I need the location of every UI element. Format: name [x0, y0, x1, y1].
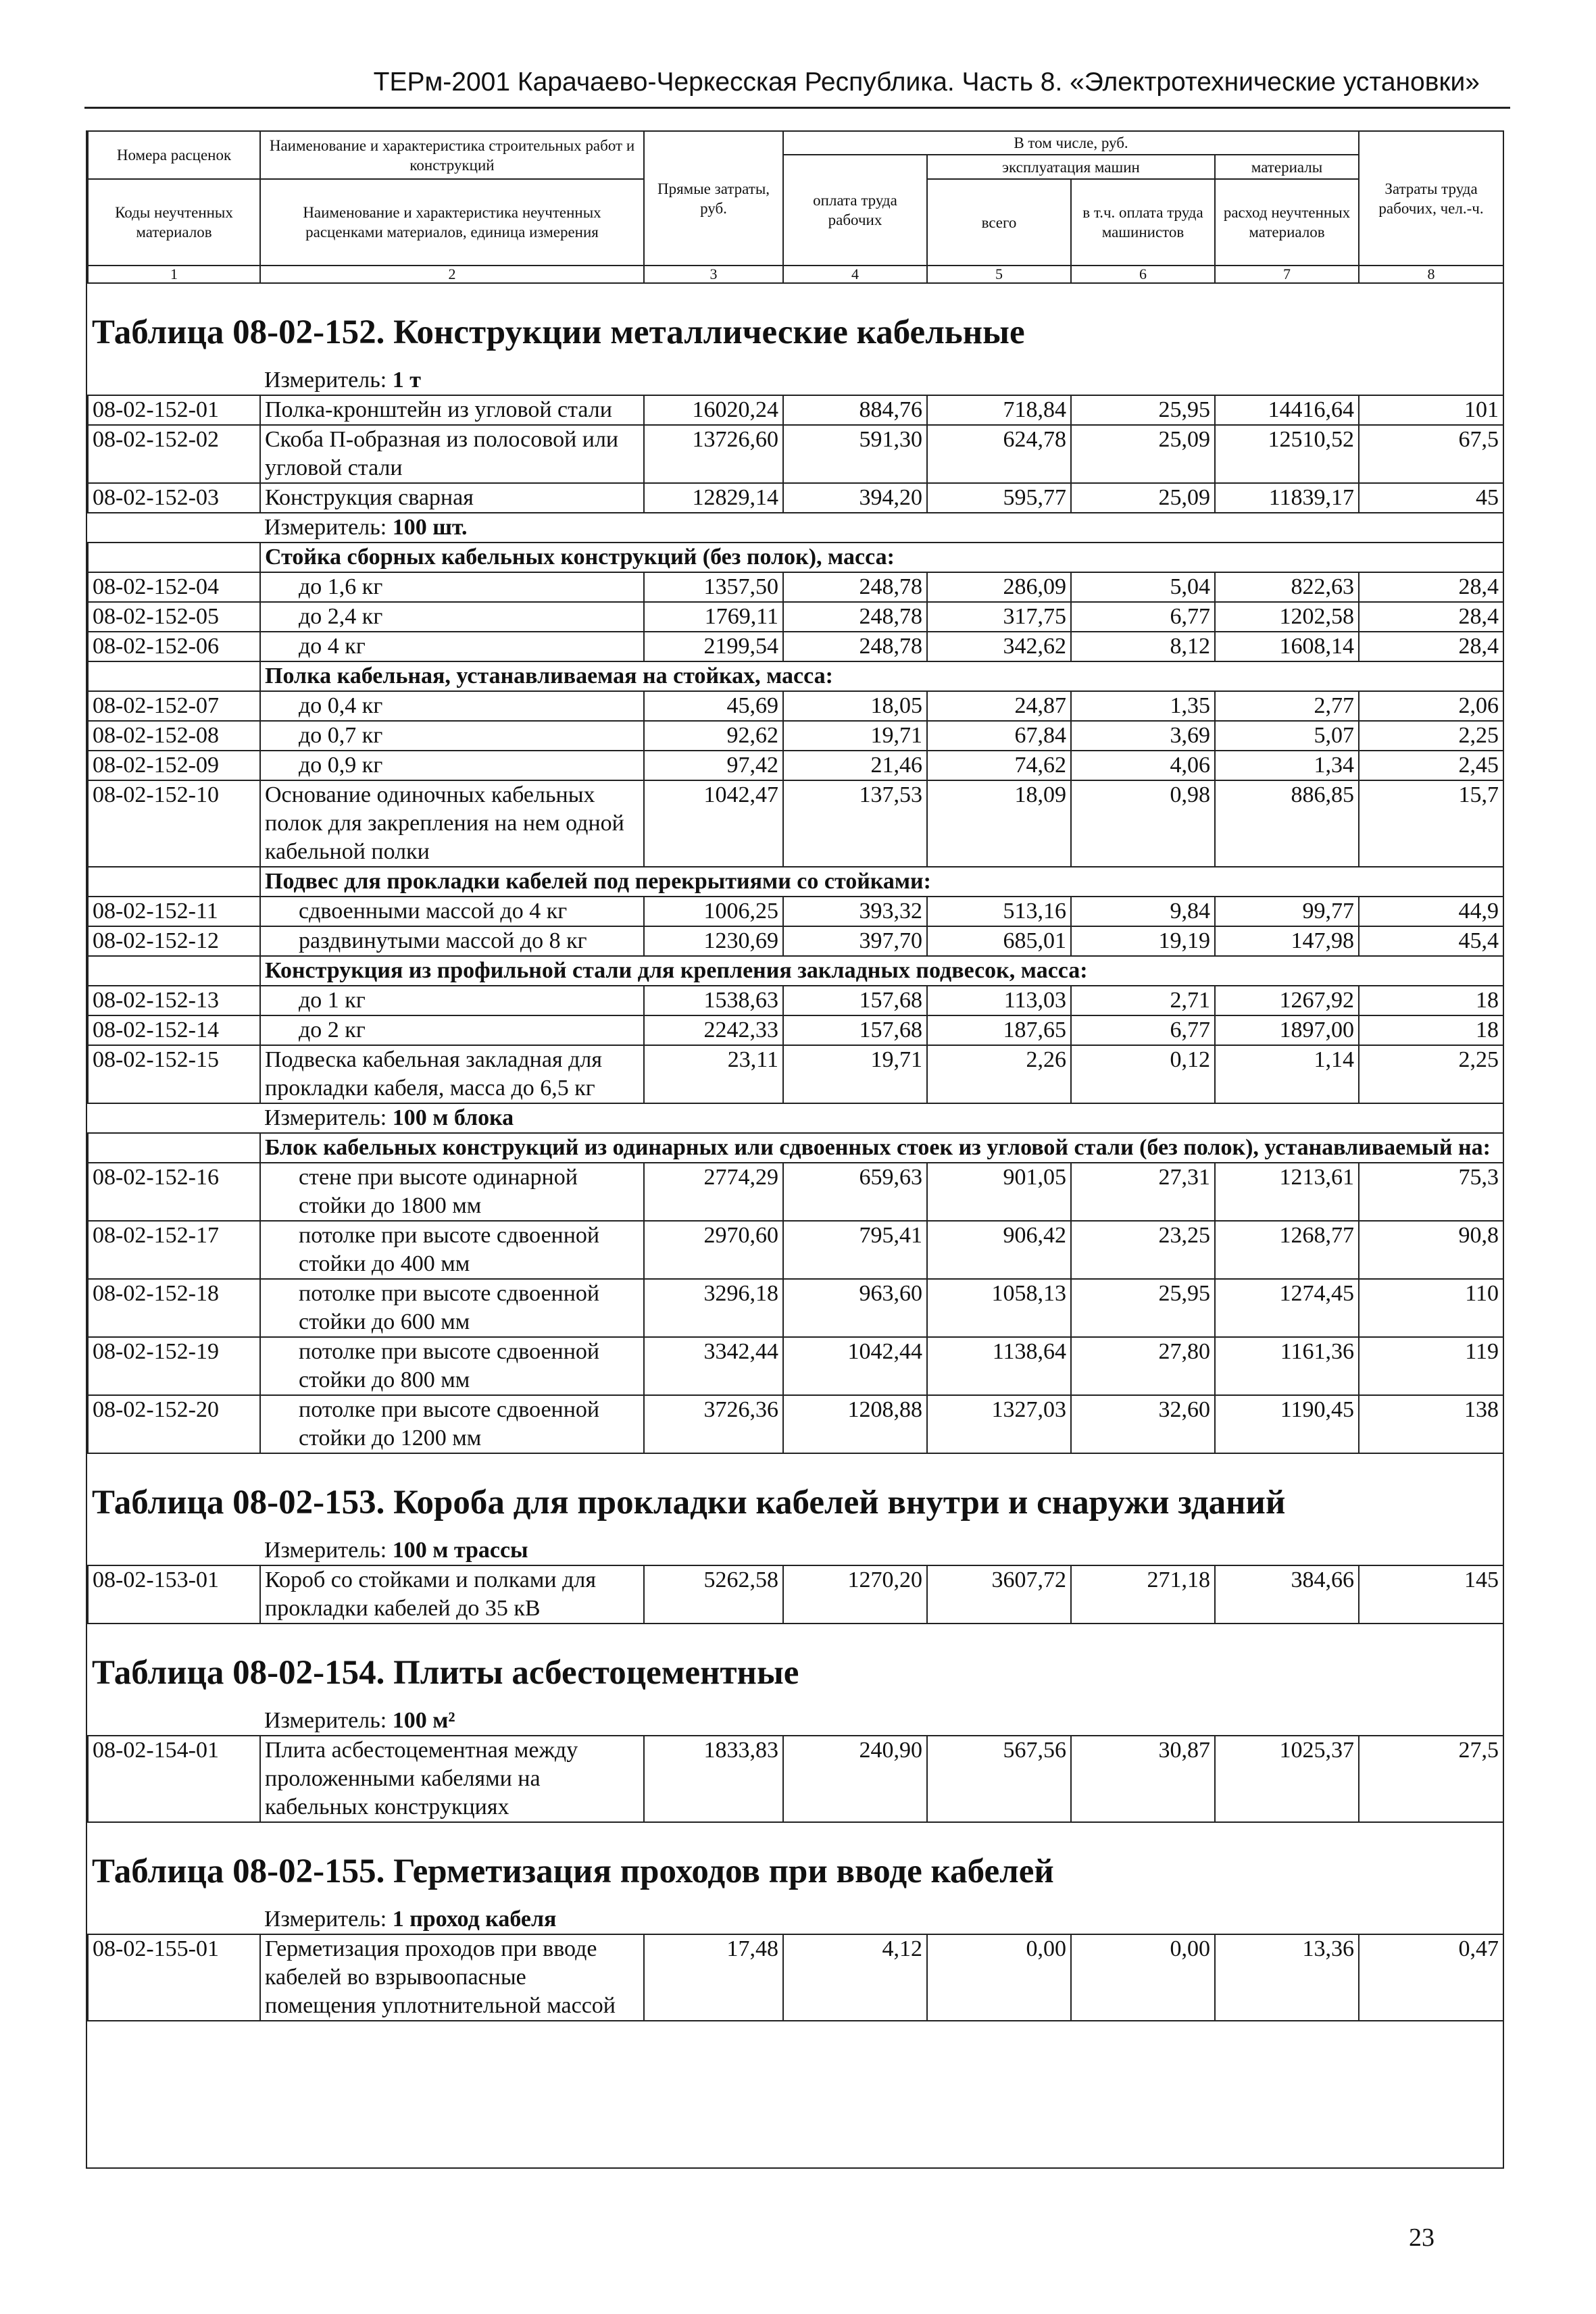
- column-number: 6: [1071, 266, 1215, 283]
- labor-costs: 28,4: [1359, 572, 1503, 602]
- group-heading-row: [88, 867, 1503, 897]
- work-name: до 0,7 кг: [260, 721, 644, 751]
- material-consumption: 13,36: [1215, 1934, 1359, 2021]
- group-heading-row: [88, 543, 1503, 572]
- machinist-pay: 23,25: [1071, 1221, 1215, 1279]
- machine-total: 0,00: [927, 1934, 1071, 2021]
- rate-code: 08-02-152-16: [88, 1163, 260, 1221]
- work-name: стене при высоте одинарной стойки до 1800 мм: [260, 1163, 644, 1221]
- measure-spacer: [88, 1905, 260, 1934]
- work-name: до 2 кг: [260, 1015, 644, 1045]
- table-section-title: Таблица 08-02-155. Герметизация проходов при вводе кабелей: [92, 1853, 1054, 1890]
- table-row: [88, 1163, 1503, 1221]
- worker-pay: 1270,20: [783, 1565, 927, 1624]
- material-consumption: 1274,45: [1215, 1279, 1359, 1337]
- header-divider: [84, 107, 1510, 109]
- table-section-title: Таблица 08-02-152. Конструкции металлические кабельные: [92, 313, 1025, 351]
- measure-label: Измеритель:: [264, 1907, 393, 1932]
- header-worker-pay: оплата труда рабочих: [783, 155, 927, 266]
- work-name: Полка-кронштейн из угловой стали: [260, 395, 644, 425]
- machinist-pay: 32,60: [1071, 1395, 1215, 1453]
- rate-code: 08-02-153-01: [88, 1565, 260, 1624]
- work-name: до 0,4 кг: [260, 691, 644, 721]
- labor-costs: 119: [1359, 1337, 1503, 1395]
- direct-costs: 2199,54: [644, 632, 783, 661]
- work-name: Основание одиночных кабельных полок для закрепления на нем одной кабельной полки: [260, 780, 644, 867]
- measure-cell: [260, 1103, 1503, 1133]
- rate-code: 08-02-152-11: [88, 897, 260, 926]
- machinist-pay: 271,18: [1071, 1565, 1215, 1624]
- group-heading-spacer: [88, 956, 260, 986]
- labor-costs: 45: [1359, 483, 1503, 513]
- machinist-pay: 19,19: [1071, 926, 1215, 956]
- table-row: [88, 1015, 1503, 1045]
- material-consumption: 1213,61: [1215, 1163, 1359, 1221]
- column-number: 8: [1359, 266, 1503, 283]
- measure-label: Измеритель:: [264, 1708, 393, 1733]
- table-row: [88, 602, 1503, 632]
- group-heading: Полка кабельная, устанавливаемая на стойках, масса:: [260, 661, 1503, 691]
- group-heading-spacer: [88, 867, 260, 897]
- rate-code: 08-02-152-12: [88, 926, 260, 956]
- column-number: 2: [260, 266, 644, 283]
- measure-spacer: [88, 1707, 260, 1736]
- work-name: до 1 кг: [260, 986, 644, 1015]
- labor-costs: 45,4: [1359, 926, 1503, 956]
- header-material-codes: Коды неучтенных материалов: [88, 179, 260, 266]
- measure-unit: 1 проход кабеля: [392, 1907, 557, 1932]
- labor-costs: 27,5: [1359, 1736, 1503, 1822]
- table-row: [88, 1337, 1503, 1395]
- measure-cell: [260, 1905, 1503, 1934]
- table-section-title-row: [88, 284, 1503, 366]
- work-name: Скоба П-образная из полосовой или угловой стали: [260, 425, 644, 483]
- column-number: 4: [783, 266, 927, 283]
- table-row: [88, 751, 1503, 780]
- direct-costs: 23,11: [644, 1045, 783, 1103]
- material-consumption: 12510,52: [1215, 425, 1359, 483]
- rate-code: 08-02-152-02: [88, 425, 260, 483]
- labor-costs: 2,45: [1359, 751, 1503, 780]
- machinist-pay: 25,09: [1071, 483, 1215, 513]
- direct-costs: 5262,58: [644, 1565, 783, 1624]
- material-consumption: 1190,45: [1215, 1395, 1359, 1453]
- work-name: потолке при высоте сдвоенной стойки до 400 мм: [260, 1221, 644, 1279]
- measure-cell: [260, 366, 1503, 395]
- machine-total: 685,01: [927, 926, 1071, 956]
- rate-code: 08-02-152-18: [88, 1279, 260, 1337]
- rate-code: 08-02-152-08: [88, 721, 260, 751]
- measure-spacer: [88, 1536, 260, 1565]
- material-consumption: 14416,64: [1215, 395, 1359, 425]
- machine-total: 595,77: [927, 483, 1071, 513]
- labor-costs: 75,3: [1359, 1163, 1503, 1221]
- measure-cell: [260, 1707, 1503, 1736]
- header-materials: материалы: [1215, 155, 1359, 179]
- direct-costs: 1042,47: [644, 780, 783, 867]
- direct-costs: 1538,63: [644, 986, 783, 1015]
- direct-costs: 1833,83: [644, 1736, 783, 1822]
- direct-costs: 2774,29: [644, 1163, 783, 1221]
- rate-code: 08-02-152-07: [88, 691, 260, 721]
- measure-label: Измеритель:: [264, 515, 393, 540]
- material-consumption: 822,63: [1215, 572, 1359, 602]
- machinist-pay: 4,06: [1071, 751, 1215, 780]
- machine-total: 3607,72: [927, 1565, 1071, 1624]
- work-name: Конструкция сварная: [260, 483, 644, 513]
- table-row: [88, 721, 1503, 751]
- worker-pay: 248,78: [783, 572, 927, 602]
- rate-code: 08-02-152-19: [88, 1337, 260, 1395]
- direct-costs: 92,62: [644, 721, 783, 751]
- direct-costs: 1006,25: [644, 897, 783, 926]
- material-consumption: 2,77: [1215, 691, 1359, 721]
- measure-row: [88, 1707, 1503, 1736]
- table-section-title-row: [88, 1822, 1503, 1905]
- measure-row: [88, 366, 1503, 395]
- measure-row: [88, 1536, 1503, 1565]
- header-work-name: Наименование и характеристика строительных работ и конструкций: [260, 131, 644, 179]
- table-row: [88, 691, 1503, 721]
- rate-code: 08-02-152-10: [88, 780, 260, 867]
- material-consumption: 5,07: [1215, 721, 1359, 751]
- machine-total: 624,78: [927, 425, 1071, 483]
- work-name: Герметизация проходов при вводе кабелей во взрывоопасные помещения уплотнительной массой: [260, 1934, 644, 2021]
- table-row: [88, 1395, 1503, 1453]
- work-name: потолке при высоте сдвоенной стойки до 800 мм: [260, 1337, 644, 1395]
- machine-total: 113,03: [927, 986, 1071, 1015]
- table-row: [88, 425, 1503, 483]
- direct-costs: 3342,44: [644, 1337, 783, 1395]
- worker-pay: 157,68: [783, 986, 927, 1015]
- worker-pay: 157,68: [783, 1015, 927, 1045]
- worker-pay: 795,41: [783, 1221, 927, 1279]
- measure-unit: 100 шт.: [392, 515, 468, 540]
- labor-costs: 0,47: [1359, 1934, 1503, 2021]
- material-consumption: 886,85: [1215, 780, 1359, 867]
- machinist-pay: 6,77: [1071, 1015, 1215, 1045]
- table-row: [88, 1279, 1503, 1337]
- column-number: 5: [927, 266, 1071, 283]
- group-heading-spacer: [88, 1133, 260, 1163]
- direct-costs: 12829,14: [644, 483, 783, 513]
- work-name: потолке при высоте сдвоенной стойки до 1200 мм: [260, 1395, 644, 1453]
- work-name: до 1,6 кг: [260, 572, 644, 602]
- measure-cell: [260, 1536, 1503, 1565]
- work-name: раздвинутыми массой до 8 кг: [260, 926, 644, 956]
- group-heading-row: [88, 661, 1503, 691]
- machine-total: 567,56: [927, 1736, 1071, 1822]
- table-row: [88, 483, 1503, 513]
- header-material-consumption: расход неучтенных материалов: [1215, 179, 1359, 266]
- machinist-pay: 1,35: [1071, 691, 1215, 721]
- direct-costs: 1769,11: [644, 602, 783, 632]
- worker-pay: 19,71: [783, 721, 927, 751]
- material-consumption: 1025,37: [1215, 1736, 1359, 1822]
- labor-costs: 67,5: [1359, 425, 1503, 483]
- worker-pay: 4,12: [783, 1934, 927, 2021]
- machine-total: 286,09: [927, 572, 1071, 602]
- material-consumption: 1267,92: [1215, 986, 1359, 1015]
- rate-code: 08-02-152-06: [88, 632, 260, 661]
- group-heading-row: [88, 1133, 1503, 1163]
- machine-total: 901,05: [927, 1163, 1071, 1221]
- rates-table: [87, 284, 1504, 2021]
- table-row: [88, 1045, 1503, 1103]
- material-consumption: 1897,00: [1215, 1015, 1359, 1045]
- labor-costs: 2,06: [1359, 691, 1503, 721]
- measure-label: Измеритель:: [264, 368, 393, 393]
- worker-pay: 137,53: [783, 780, 927, 867]
- measure-unit: 1 т: [392, 368, 421, 393]
- table-section-title: Таблица 08-02-153. Короба для прокладки кабелей внутри и снаружи зданий: [92, 1484, 1286, 1521]
- direct-costs: 1357,50: [644, 572, 783, 602]
- header-machinist-pay: в т.ч. оплата труда машинистов: [1071, 179, 1215, 266]
- worker-pay: 18,05: [783, 691, 927, 721]
- group-heading-spacer: [88, 661, 260, 691]
- machinist-pay: 0,12: [1071, 1045, 1215, 1103]
- machinist-pay: 0,98: [1071, 780, 1215, 867]
- labor-costs: 2,25: [1359, 721, 1503, 751]
- header-rate-numbers: Номера расценок: [88, 131, 260, 179]
- work-name: сдвоенными массой до 4 кг: [260, 897, 644, 926]
- labor-costs: 28,4: [1359, 632, 1503, 661]
- rate-code: 08-02-152-09: [88, 751, 260, 780]
- rate-code: 08-02-152-01: [88, 395, 260, 425]
- worker-pay: 884,76: [783, 395, 927, 425]
- table-row: [88, 780, 1503, 867]
- rate-code: 08-02-152-20: [88, 1395, 260, 1453]
- measure-cell: [260, 513, 1503, 543]
- column-number: 7: [1215, 266, 1359, 283]
- table-row: [88, 986, 1503, 1015]
- machinist-pay: 27,80: [1071, 1337, 1215, 1395]
- worker-pay: 248,78: [783, 632, 927, 661]
- rate-code: 08-02-154-01: [88, 1736, 260, 1822]
- table-row: [88, 1221, 1503, 1279]
- labor-costs: 110: [1359, 1279, 1503, 1337]
- machine-total: 2,26: [927, 1045, 1071, 1103]
- rate-code: 08-02-152-13: [88, 986, 260, 1015]
- header-labor-costs: Затраты труда рабочих, чел.-ч.: [1359, 131, 1503, 266]
- machinist-pay: 5,04: [1071, 572, 1215, 602]
- work-name: Плита асбестоцементная между проложенными кабелями на кабельных конструкциях: [260, 1736, 644, 1822]
- table-row: [88, 1736, 1503, 1822]
- measure-spacer: [88, 1103, 260, 1133]
- measure-unit: 100 м²: [392, 1708, 455, 1733]
- worker-pay: 21,46: [783, 751, 927, 780]
- table-section-title-row: [88, 1624, 1503, 1707]
- measure-row: [88, 1905, 1503, 1934]
- machinist-pay: 9,84: [1071, 897, 1215, 926]
- direct-costs: 13726,60: [644, 425, 783, 483]
- labor-costs: 18: [1359, 986, 1503, 1015]
- labor-costs: 15,7: [1359, 780, 1503, 867]
- rate-code: 08-02-152-15: [88, 1045, 260, 1103]
- direct-costs: 3726,36: [644, 1395, 783, 1453]
- direct-costs: 16020,24: [644, 395, 783, 425]
- machine-total: 18,09: [927, 780, 1071, 867]
- table-section-title: Таблица 08-02-154. Плиты асбестоцементные: [92, 1654, 799, 1692]
- labor-costs: 28,4: [1359, 602, 1503, 632]
- group-heading-row: [88, 956, 1503, 986]
- header-including: В том числе, руб.: [783, 131, 1359, 155]
- material-consumption: 1161,36: [1215, 1337, 1359, 1395]
- column-number: 3: [644, 266, 783, 283]
- direct-costs: 3296,18: [644, 1279, 783, 1337]
- group-heading: Блок кабельных конструкций из одинарных или сдвоенных стоек из угловой стали (без полок), устанавливаемый на:: [260, 1133, 1503, 1163]
- measure-spacer: [88, 513, 260, 543]
- table-row: [88, 572, 1503, 602]
- machine-total: 718,84: [927, 395, 1071, 425]
- material-consumption: 384,66: [1215, 1565, 1359, 1624]
- page-number: 23: [1409, 2223, 1435, 2252]
- table-row: [88, 395, 1503, 425]
- group-heading: Конструкция из профильной стали для крепления закладных подвесок, масса:: [260, 956, 1503, 986]
- measure-label: Измеритель:: [264, 1105, 393, 1130]
- machine-total: 74,62: [927, 751, 1071, 780]
- machine-total: 1058,13: [927, 1279, 1071, 1337]
- material-consumption: 1,34: [1215, 751, 1359, 780]
- worker-pay: 19,71: [783, 1045, 927, 1103]
- labor-costs: 145: [1359, 1565, 1503, 1624]
- worker-pay: 393,32: [783, 897, 927, 926]
- machine-total: 317,75: [927, 602, 1071, 632]
- labor-costs: 44,9: [1359, 897, 1503, 926]
- worker-pay: 1208,88: [783, 1395, 927, 1453]
- machinist-pay: 27,31: [1071, 1163, 1215, 1221]
- work-name: Короб со стойками и полками для прокладки кабелей до 35 кВ: [260, 1565, 644, 1624]
- rate-code: 08-02-152-17: [88, 1221, 260, 1279]
- machine-total: 906,42: [927, 1221, 1071, 1279]
- worker-pay: 394,20: [783, 483, 927, 513]
- measure-label: Измеритель:: [264, 1538, 393, 1563]
- measure-unit: 100 м трассы: [392, 1538, 528, 1563]
- machine-total: 342,62: [927, 632, 1071, 661]
- labor-costs: 138: [1359, 1395, 1503, 1453]
- header-machine-total: всего: [927, 179, 1071, 266]
- work-name: Подвеска кабельная закладная для прокладки кабеля, масса до 6,5 кг: [260, 1045, 644, 1103]
- direct-costs: 1230,69: [644, 926, 783, 956]
- material-consumption: 147,98: [1215, 926, 1359, 956]
- header-material-name: Наименование и характеристика неучтенных расценками материалов, единица измерения: [260, 179, 644, 266]
- material-consumption: 1,14: [1215, 1045, 1359, 1103]
- material-consumption: 1268,77: [1215, 1221, 1359, 1279]
- machinist-pay: 25,95: [1071, 1279, 1215, 1337]
- labor-costs: 101: [1359, 395, 1503, 425]
- machinist-pay: 8,12: [1071, 632, 1215, 661]
- labor-costs: 90,8: [1359, 1221, 1503, 1279]
- material-consumption: 1608,14: [1215, 632, 1359, 661]
- table-row: [88, 632, 1503, 661]
- worker-pay: 659,63: [783, 1163, 927, 1221]
- machinist-pay: 30,87: [1071, 1736, 1215, 1822]
- worker-pay: 963,60: [783, 1279, 927, 1337]
- material-consumption: 11839,17: [1215, 483, 1359, 513]
- work-name: до 4 кг: [260, 632, 644, 661]
- machinist-pay: 25,09: [1071, 425, 1215, 483]
- machine-total: 67,84: [927, 721, 1071, 751]
- table-section-title-row: [88, 1453, 1503, 1536]
- column-header-table: [87, 130, 1504, 284]
- machine-total: 1327,03: [927, 1395, 1071, 1453]
- direct-costs: 17,48: [644, 1934, 783, 2021]
- table-row: [88, 1934, 1503, 2021]
- header-direct-costs: Прямые затраты, руб.: [644, 131, 783, 266]
- direct-costs: 2970,60: [644, 1221, 783, 1279]
- header-machine-operation: эксплуатация машин: [927, 155, 1215, 179]
- table-row: [88, 897, 1503, 926]
- machine-total: 187,65: [927, 1015, 1071, 1045]
- machine-total: 1138,64: [927, 1337, 1071, 1395]
- column-numbers-row: [88, 266, 1503, 283]
- table-row: [88, 926, 1503, 956]
- machinist-pay: 3,69: [1071, 721, 1215, 751]
- work-name: до 0,9 кг: [260, 751, 644, 780]
- direct-costs: 2242,33: [644, 1015, 783, 1045]
- rate-code: 08-02-152-03: [88, 483, 260, 513]
- group-heading: Стойка сборных кабельных конструкций (без полок), масса:: [260, 543, 1503, 572]
- worker-pay: 248,78: [783, 602, 927, 632]
- rate-code: 08-02-152-14: [88, 1015, 260, 1045]
- worker-pay: 591,30: [783, 425, 927, 483]
- column-number: 1: [88, 266, 260, 283]
- price-table-page: [86, 130, 1504, 2169]
- machine-total: 513,16: [927, 897, 1071, 926]
- table-row: [88, 1565, 1503, 1624]
- rate-code: 08-02-152-04: [88, 572, 260, 602]
- measure-unit: 100 м блока: [392, 1105, 514, 1130]
- measure-spacer: [88, 366, 260, 395]
- machinist-pay: 2,71: [1071, 986, 1215, 1015]
- rate-code: 08-02-152-05: [88, 602, 260, 632]
- worker-pay: 240,90: [783, 1736, 927, 1822]
- measure-row: [88, 513, 1503, 543]
- direct-costs: 97,42: [644, 751, 783, 780]
- labor-costs: 18: [1359, 1015, 1503, 1045]
- group-heading-spacer: [88, 543, 260, 572]
- running-header: ТЕРм-2001 Карачаево-Черкесская Республика. Часть 8. «Электротехнические установки»: [373, 68, 1480, 97]
- measure-row: [88, 1103, 1503, 1133]
- worker-pay: 1042,44: [783, 1337, 927, 1395]
- group-heading: Подвес для прокладки кабелей под перекрытиями со стойками:: [260, 867, 1503, 897]
- work-name: потолке при высоте сдвоенной стойки до 600 мм: [260, 1279, 644, 1337]
- machinist-pay: 0,00: [1071, 1934, 1215, 2021]
- machine-total: 24,87: [927, 691, 1071, 721]
- direct-costs: 45,69: [644, 691, 783, 721]
- rate-code: 08-02-155-01: [88, 1934, 260, 2021]
- labor-costs: 2,25: [1359, 1045, 1503, 1103]
- machinist-pay: 6,77: [1071, 602, 1215, 632]
- worker-pay: 397,70: [783, 926, 927, 956]
- material-consumption: 1202,58: [1215, 602, 1359, 632]
- work-name: до 2,4 кг: [260, 602, 644, 632]
- machinist-pay: 25,95: [1071, 395, 1215, 425]
- material-consumption: 99,77: [1215, 897, 1359, 926]
